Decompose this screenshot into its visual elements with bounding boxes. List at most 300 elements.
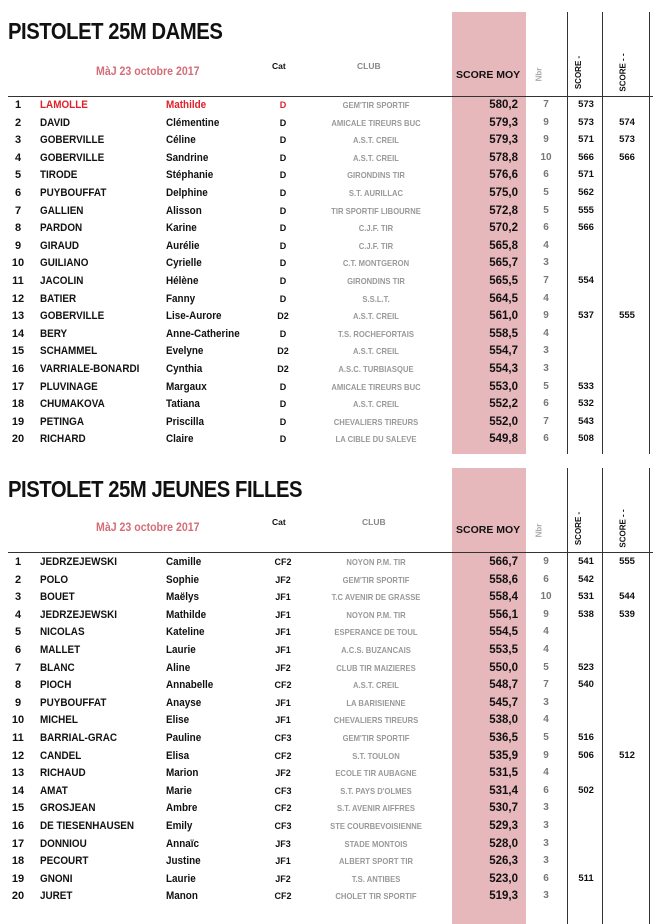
- cell-club: GEM'TIR SPORTIF: [342, 100, 410, 110]
- cell-s1: 541: [578, 556, 594, 567]
- cell-rank: 14: [11, 784, 25, 797]
- cell-club: LA BARISIENNE: [346, 697, 406, 708]
- table-row: [0, 853, 660, 871]
- cell-first: Mathilde: [166, 608, 207, 621]
- cell-club: AMICALE TIREURS BUC: [331, 381, 421, 392]
- cell-first: Manon: [166, 890, 198, 903]
- cell-rank: 14: [11, 327, 25, 340]
- cell-last: GUILIANO: [40, 257, 89, 270]
- cell-first: Priscilla: [166, 415, 204, 428]
- cell-cat: D: [279, 117, 287, 128]
- header-score-2: SCORE - -: [618, 53, 628, 92]
- cell-s1: 523: [578, 661, 594, 673]
- cell-nbr: 3: [543, 855, 549, 867]
- table-row: [0, 730, 660, 748]
- cell-nbr: 3: [543, 257, 549, 269]
- cell-score: 566,7: [489, 556, 518, 568]
- cell-score: 531,4: [489, 784, 518, 797]
- cell-last: POLO: [40, 573, 69, 586]
- cell-score: 535,9: [489, 749, 518, 762]
- cell-cat: D2: [277, 346, 289, 357]
- cell-cat: D: [279, 416, 287, 427]
- cell-cat: JF1: [275, 609, 291, 620]
- cell-first: Cyrielle: [166, 257, 202, 270]
- cell-rank: 9: [14, 239, 22, 252]
- cell-s1: 516: [578, 732, 594, 743]
- table-row: [0, 132, 660, 150]
- cell-score: 553,0: [489, 380, 518, 393]
- header-nbr: Nbr: [534, 67, 544, 82]
- cell-rank: 2: [14, 116, 22, 129]
- table-row: [0, 361, 660, 379]
- cell-club: S.S.L.T.: [362, 293, 390, 304]
- cell-s1: 502: [578, 784, 594, 796]
- cell-rank: 16: [11, 363, 25, 375]
- cell-last: NICOLAS: [40, 626, 85, 639]
- cell-score: 531,5: [489, 767, 518, 780]
- cell-cat: CF3: [274, 733, 292, 743]
- cell-first: Pauline: [166, 732, 202, 744]
- cell-club: T.C AVENIR DE GRASSE: [331, 592, 421, 603]
- cell-cat: D: [279, 188, 287, 198]
- table-row: [0, 871, 660, 889]
- cell-cat: JF1: [275, 627, 291, 638]
- cell-first: Emily: [166, 820, 193, 832]
- cell-last: PIOCH: [40, 679, 72, 692]
- cell-nbr: 6: [543, 433, 549, 445]
- cell-rank: 20: [11, 433, 25, 446]
- cell-score: 579,3: [489, 134, 518, 147]
- header-cat: Cat: [272, 61, 286, 71]
- cell-club: STE COURBEVOISIENNE: [330, 821, 422, 831]
- cell-club: A.S.T. CREIL: [353, 135, 399, 146]
- cell-rank: 1: [14, 99, 22, 111]
- cell-score: 558,5: [489, 327, 518, 340]
- cell-cat: D: [279, 223, 287, 234]
- cell-cat: D2: [277, 364, 289, 374]
- cell-last: MALLET: [40, 644, 81, 656]
- cell-s2: 555: [619, 310, 635, 322]
- cell-cat: JF1: [275, 645, 291, 655]
- cell-last: JEDRZEJEWSKI: [40, 556, 118, 568]
- cell-s1: 566: [578, 222, 594, 234]
- cell-s1: 511: [578, 872, 594, 884]
- cell-nbr: 9: [543, 134, 549, 146]
- cell-nbr: 9: [543, 556, 549, 567]
- cell-score: 561,0: [489, 310, 518, 323]
- cell-s1: 537: [578, 310, 594, 322]
- cell-s2: 512: [619, 749, 635, 761]
- table-row: [0, 255, 660, 273]
- cell-cat: D: [279, 170, 287, 181]
- cell-cat: CF2: [274, 891, 292, 902]
- cell-rank: 10: [11, 257, 25, 270]
- cell-last: GALLIEN: [40, 204, 84, 217]
- cell-score: 530,7: [489, 802, 518, 815]
- cell-last: DONNIOU: [40, 837, 87, 850]
- cell-score: 538,0: [489, 714, 518, 727]
- cell-club: S.T. AURILLAC: [348, 188, 404, 198]
- cell-last: GIRAUD: [40, 239, 80, 252]
- cell-cat: D: [279, 205, 287, 216]
- table-row: [0, 343, 660, 361]
- cell-score: 554,3: [489, 363, 518, 375]
- cell-first: Claire: [166, 433, 194, 446]
- cell-nbr: 9: [543, 749, 549, 761]
- cell-cat: CF2: [274, 680, 292, 691]
- cell-nbr: 4: [543, 327, 549, 339]
- cell-club: T.S. ANTIBES: [351, 873, 401, 884]
- cell-cat: D: [279, 135, 287, 146]
- cell-nbr: 5: [543, 380, 549, 392]
- header-divider: [8, 552, 653, 553]
- cell-score: 548,7: [489, 679, 518, 692]
- cell-rank: 3: [14, 591, 22, 604]
- table-row: [0, 238, 660, 256]
- cell-score: 536,5: [489, 732, 518, 744]
- header-score-2: SCORE - -: [618, 509, 628, 548]
- cell-cat: CF3: [274, 785, 292, 796]
- cell-nbr: 9: [543, 310, 549, 322]
- cell-s1: 566: [578, 151, 594, 163]
- cell-score: 558,4: [489, 591, 518, 604]
- cell-club: A.S.T. CREIL: [353, 399, 399, 410]
- cell-first: Aurélie: [166, 239, 200, 252]
- cell-first: Marion: [166, 767, 199, 780]
- cell-score: 579,3: [489, 116, 518, 129]
- cell-rank: 11: [12, 732, 24, 744]
- cell-nbr: 3: [543, 696, 549, 708]
- cell-first: Stéphanie: [166, 169, 214, 182]
- table-row: [0, 607, 660, 625]
- cell-last: BLANC: [40, 661, 75, 674]
- cell-last: GOBERVILLE: [40, 151, 105, 164]
- cell-rank: 4: [14, 608, 22, 621]
- cell-first: Sophie: [166, 573, 200, 586]
- cell-first: Clémentine: [166, 116, 220, 129]
- cell-last: PUYBOUFFAT: [40, 187, 107, 199]
- cell-s2: 566: [619, 151, 635, 163]
- cell-cat: D2: [277, 311, 289, 322]
- cell-club: T.S. ROCHEFORTAIS: [338, 328, 414, 339]
- cell-first: Marie: [166, 784, 192, 797]
- cell-cat: CF2: [274, 750, 292, 761]
- cell-cat: JF2: [275, 662, 291, 673]
- cell-rank: 17: [11, 380, 25, 393]
- cell-club: TIR SPORTIF LIBOURNE: [331, 205, 421, 216]
- cell-score: 550,0: [489, 661, 518, 674]
- cell-club: A.C.S. BUZANCAIS: [341, 645, 411, 655]
- cell-rank: 12: [11, 749, 25, 762]
- header-score-moy: SCORE MOY: [456, 524, 521, 536]
- cell-club: C.T. MONTGERON: [342, 258, 410, 269]
- cell-first: Karine: [166, 222, 197, 235]
- cell-rank: 8: [14, 679, 22, 692]
- cell-nbr: 7: [543, 415, 549, 427]
- cell-first: Alisson: [166, 204, 202, 217]
- section-jeunes-filles: [0, 466, 660, 924]
- table-row: [0, 379, 660, 397]
- cell-first: Elise: [166, 714, 190, 727]
- cell-first: Justine: [166, 855, 201, 868]
- cell-cat: JF1: [275, 856, 291, 867]
- cell-s2: 555: [619, 556, 635, 567]
- table-row: [0, 414, 660, 432]
- cell-club: S.T. TOULON: [352, 750, 400, 761]
- cell-club: GEM'TIR SPORTIF: [342, 574, 410, 585]
- cell-last: DAVID: [40, 116, 71, 129]
- cell-first: Camille: [166, 556, 202, 568]
- cell-club: AMICALE TIREURS BUC: [331, 117, 421, 128]
- cell-club: CHEVALIERS TIREURS: [333, 715, 419, 726]
- cell-rank: 5: [14, 169, 22, 182]
- cell-rank: 6: [14, 187, 22, 199]
- table-row: [0, 150, 660, 168]
- table-row: [0, 554, 660, 572]
- cell-score: 556,1: [489, 608, 518, 621]
- table-row: [0, 695, 660, 713]
- cell-score: 529,3: [489, 820, 518, 832]
- cell-rank: 18: [11, 398, 25, 411]
- cell-first: Annaïc: [166, 837, 200, 850]
- cell-club: GEM'TIR SPORTIF: [342, 733, 410, 743]
- cell-rank: 13: [11, 767, 25, 780]
- cell-nbr: 4: [543, 626, 549, 638]
- cell-club: ECOLE TIR AUBAGNE: [335, 768, 417, 779]
- cell-score: 565,7: [489, 257, 518, 270]
- cell-nbr: 3: [543, 820, 549, 831]
- cell-club: CHOLET TIR SPORTIF: [335, 891, 417, 902]
- cell-score: 552,0: [489, 415, 518, 428]
- cell-last: PARDON: [40, 222, 83, 235]
- cell-last: GOBERVILLE: [40, 310, 105, 323]
- cell-last: BOUET: [40, 591, 75, 604]
- cell-s1: 554: [578, 275, 594, 286]
- cell-nbr: 10: [540, 591, 552, 603]
- cell-club: GIRONDINS TIR: [347, 170, 405, 181]
- cell-club: CLUB TIR MAIZIERES: [336, 662, 416, 673]
- update-date: MàJ 23 octobre 2017: [96, 66, 200, 78]
- header-score-moy: SCORE MOY: [456, 69, 521, 81]
- table-row: [0, 115, 660, 133]
- cell-club: ESPERANCE DE TOUL: [334, 627, 418, 638]
- table-row: [0, 97, 660, 115]
- cell-s1: 531: [578, 591, 594, 603]
- table-row: [0, 624, 660, 642]
- cell-nbr: 5: [543, 187, 549, 198]
- cell-s1: 506: [578, 749, 594, 761]
- cell-nbr: 9: [543, 116, 549, 128]
- cell-first: Aline: [166, 661, 191, 674]
- cell-nbr: 7: [543, 99, 549, 110]
- cell-nbr: 6: [543, 872, 549, 884]
- cell-s1: 555: [578, 204, 594, 216]
- cell-nbr: 6: [543, 573, 549, 585]
- cell-rank: 16: [11, 820, 25, 832]
- cell-s1: 532: [578, 398, 594, 410]
- header-nbr: Nbr: [534, 523, 544, 538]
- cell-score: 554,5: [489, 626, 518, 639]
- cell-nbr: 3: [543, 890, 549, 902]
- table-row: [0, 326, 660, 344]
- cell-last: AMAT: [40, 784, 68, 797]
- cell-cat: CF2: [274, 803, 292, 814]
- table-row: [0, 642, 660, 660]
- cell-rank: 10: [11, 714, 25, 727]
- cell-rank: 19: [11, 415, 25, 428]
- cell-cat: JF1: [275, 592, 291, 603]
- cell-last: TIRODE: [40, 169, 78, 182]
- cell-first: Fanny: [166, 292, 196, 305]
- table-row: [0, 800, 660, 818]
- page-title: PISTOLET 25M JEUNES FILLES: [8, 476, 303, 502]
- cell-cat: D: [279, 276, 287, 286]
- cell-cat: D: [279, 258, 287, 269]
- page-title: PISTOLET 25M DAMES: [8, 18, 223, 44]
- cell-rank: 19: [11, 872, 25, 885]
- cell-club: S.T. PAYS D'OLMES: [340, 785, 412, 796]
- cell-club: LA CIBLE DU SALEVE: [335, 434, 417, 445]
- cell-rank: 4: [14, 151, 22, 164]
- cell-nbr: 5: [543, 204, 549, 216]
- cell-nbr: 3: [543, 802, 549, 814]
- cell-cat: D: [279, 100, 287, 110]
- table-row: [0, 677, 660, 695]
- cell-first: Ambre: [166, 802, 198, 815]
- cell-first: Tatiana: [166, 398, 200, 411]
- cell-nbr: 4: [543, 767, 549, 779]
- cell-rank: 20: [11, 890, 25, 903]
- cell-cat: JF2: [275, 768, 291, 779]
- cell-nbr: 10: [540, 151, 552, 163]
- cell-cat: D: [279, 381, 287, 392]
- cell-cat: CF3: [274, 821, 292, 831]
- cell-score: 576,6: [489, 169, 518, 182]
- cell-last: RICHARD: [40, 433, 86, 446]
- cell-club: A.S.T. CREIL: [353, 152, 399, 163]
- cell-nbr: 7: [543, 679, 549, 691]
- cell-s1: 508: [578, 433, 594, 445]
- cell-score: 554,7: [489, 345, 518, 358]
- cell-first: Elisa: [166, 749, 190, 762]
- cell-last: VARRIALE-BONARDI: [40, 363, 140, 375]
- cell-first: Delphine: [166, 187, 208, 199]
- cell-cat: JF3: [275, 838, 291, 849]
- cell-cat: JF2: [275, 873, 291, 884]
- cell-club: STADE MONTOIS: [344, 838, 408, 849]
- cell-score: 523,0: [489, 872, 518, 885]
- cell-rank: 12: [11, 292, 25, 305]
- cell-rank: 13: [11, 310, 25, 323]
- cell-rank: 17: [11, 837, 25, 850]
- cell-score: 565,5: [489, 275, 518, 287]
- table-row: [0, 291, 660, 309]
- cell-cat: D: [279, 293, 287, 304]
- cell-nbr: 6: [543, 169, 549, 181]
- cell-first: Annabelle: [166, 679, 214, 692]
- cell-last: PECOURT: [40, 855, 89, 868]
- cell-last: CHUMAKOVA: [40, 398, 105, 411]
- cell-first: Kateline: [166, 626, 205, 639]
- cell-club: A.S.T. CREIL: [353, 311, 399, 322]
- table-row: [0, 167, 660, 185]
- section-dames: [0, 0, 660, 460]
- table-row: [0, 203, 660, 221]
- cell-score: 528,0: [489, 837, 518, 850]
- table-row: [0, 185, 660, 203]
- cell-first: Lise-Aurore: [166, 310, 222, 323]
- cell-last: BERY: [40, 327, 68, 340]
- cell-last: JEDRZEJEWSKI: [40, 608, 118, 621]
- cell-last: CANDEL: [40, 749, 82, 762]
- cell-s1: 573: [578, 116, 594, 128]
- cell-s1: 542: [578, 573, 594, 585]
- cell-nbr: 5: [543, 661, 549, 673]
- cell-last: SCHAMMEL: [40, 345, 98, 358]
- cell-club: A.S.T. CREIL: [353, 680, 399, 691]
- cell-score: 565,8: [489, 239, 518, 252]
- cell-score: 570,2: [489, 222, 518, 235]
- cell-s1: 573: [578, 99, 594, 110]
- cell-rank: 6: [14, 644, 22, 656]
- table-row: [0, 748, 660, 766]
- cell-score: 552,2: [489, 398, 518, 411]
- cell-first: Evelyne: [166, 345, 204, 358]
- cell-rank: 7: [14, 661, 22, 674]
- cell-last: PLUVINAGE: [40, 380, 98, 393]
- cell-cat: D: [279, 328, 287, 339]
- cell-score: 572,8: [489, 204, 518, 217]
- cell-rank: 7: [14, 204, 22, 217]
- cell-last: BATIER: [40, 292, 77, 305]
- cell-first: Maëlys: [166, 591, 200, 604]
- cell-s1: 538: [578, 608, 594, 620]
- table-row: [0, 660, 660, 678]
- cell-club: NOYON P.M. TIR: [346, 557, 406, 567]
- cell-first: Hélène: [166, 275, 199, 287]
- table-row: [0, 396, 660, 414]
- cell-nbr: 4: [543, 714, 549, 726]
- cell-score: 564,5: [489, 292, 518, 305]
- table-row: [0, 572, 660, 590]
- cell-s1: 562: [578, 187, 594, 198]
- table-row: [0, 818, 660, 836]
- cell-s1: 571: [578, 134, 594, 146]
- cell-cat: D: [279, 399, 287, 410]
- cell-first: Laurie: [166, 872, 196, 885]
- cell-nbr: 6: [543, 398, 549, 410]
- cell-rank: 15: [11, 802, 25, 815]
- cell-score: 578,8: [489, 151, 518, 164]
- cell-last: PUYBOUFFAT: [40, 696, 107, 709]
- table-row: [0, 308, 660, 326]
- table-row: [0, 589, 660, 607]
- cell-score: 580,2: [489, 99, 518, 111]
- table-row: [0, 273, 660, 291]
- cell-first: Margaux: [166, 380, 207, 393]
- header-cat: Cat: [272, 517, 286, 527]
- table-row: [0, 783, 660, 801]
- cell-first: Céline: [166, 134, 196, 147]
- cell-club: CHEVALIERS TIREURS: [333, 416, 419, 427]
- cell-club: ALBERT SPORT TIR: [339, 856, 413, 867]
- cell-s1: 571: [578, 169, 594, 181]
- cell-nbr: 4: [543, 239, 549, 251]
- cell-rank: 3: [14, 134, 22, 147]
- cell-nbr: 9: [543, 608, 549, 620]
- cell-score: 558,6: [489, 573, 518, 586]
- cell-last: GOBERVILLE: [40, 134, 105, 147]
